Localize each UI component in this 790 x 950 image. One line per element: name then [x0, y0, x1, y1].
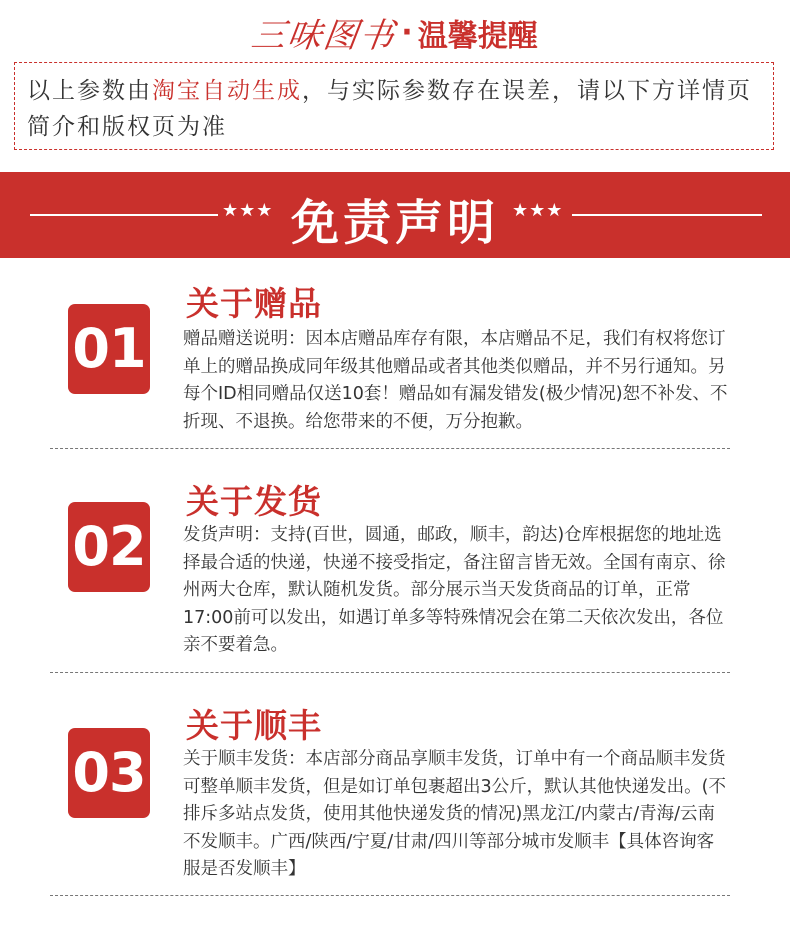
section-number-badge: 01 [68, 304, 150, 394]
section-body: 发货声明：支持(百世，圆通，邮政，顺丰，韵达)仓库根据您的地址选择最合适的快递，快递不接受指定，备注留言皆无效。全国有南京、徐州两大仓库，默认随机发货。部分展示当天发货商品的订单，正常17:00前可以发出，如遇订单多等特殊情况会在第二天依次发出，各位亲不要着急。 [183, 525, 726, 655]
banner-line-left [30, 214, 218, 216]
banner-title: 免责声明 [290, 195, 499, 251]
section-divider [50, 448, 730, 449]
brand-logo: 三味图书 [248, 16, 399, 56]
section-number-badge: 03 [68, 728, 150, 818]
header [0, 8, 790, 56]
reminder-title: 温馨提醒 [417, 18, 538, 54]
header-separator: · [401, 15, 413, 50]
section-title: 关于顺丰 [186, 706, 322, 745]
notice-text-before: 以上参数由 [27, 78, 152, 104]
section-title: 关于赠品 [186, 284, 322, 323]
section-divider [50, 895, 730, 896]
section-number-badge: 02 [68, 502, 150, 592]
section-body: 赠品赠送说明：因本店赠品库存有限，本店赠品不足，我们有权将您订单上的赠品换成同年级其他赠品或者其他类似赠品，并不另行通知。另每个ID相同赠品仅送10套！赠品如有漏发错发(极少情况)恕不补发、不折现、不退换。给您带来的不便，万分抱歉。 [183, 329, 728, 432]
section-divider [50, 672, 730, 673]
section-title: 关于发货 [186, 482, 322, 521]
disclaimer-banner [0, 172, 790, 258]
notice-highlight: 淘宝自动生成 [152, 78, 302, 104]
stars-right-icon: ★★★ [512, 200, 564, 221]
section-body: 关于顺丰发货：本店部分商品享顺丰发货，订单中有一个商品顺丰发货可整单顺丰发货，但是如订单包裹超出3公斤，默认其他快递发出。(不排斥多站点发货，使用其他快递发货的情况)黑龙江/内蒙古/青海/云南不发顺丰。广西/陕西/宁夏/甘肃/四川等部分城市发顺丰【具体咨询客服是否发顺丰】 [183, 749, 726, 879]
banner-line-right [572, 214, 762, 216]
notice-box [14, 62, 774, 150]
notice-text-after: ，与实际参数存在误差，请以下方详情页简介和版权页为准 [27, 78, 752, 140]
stars-left-icon: ★★★ [222, 200, 274, 221]
